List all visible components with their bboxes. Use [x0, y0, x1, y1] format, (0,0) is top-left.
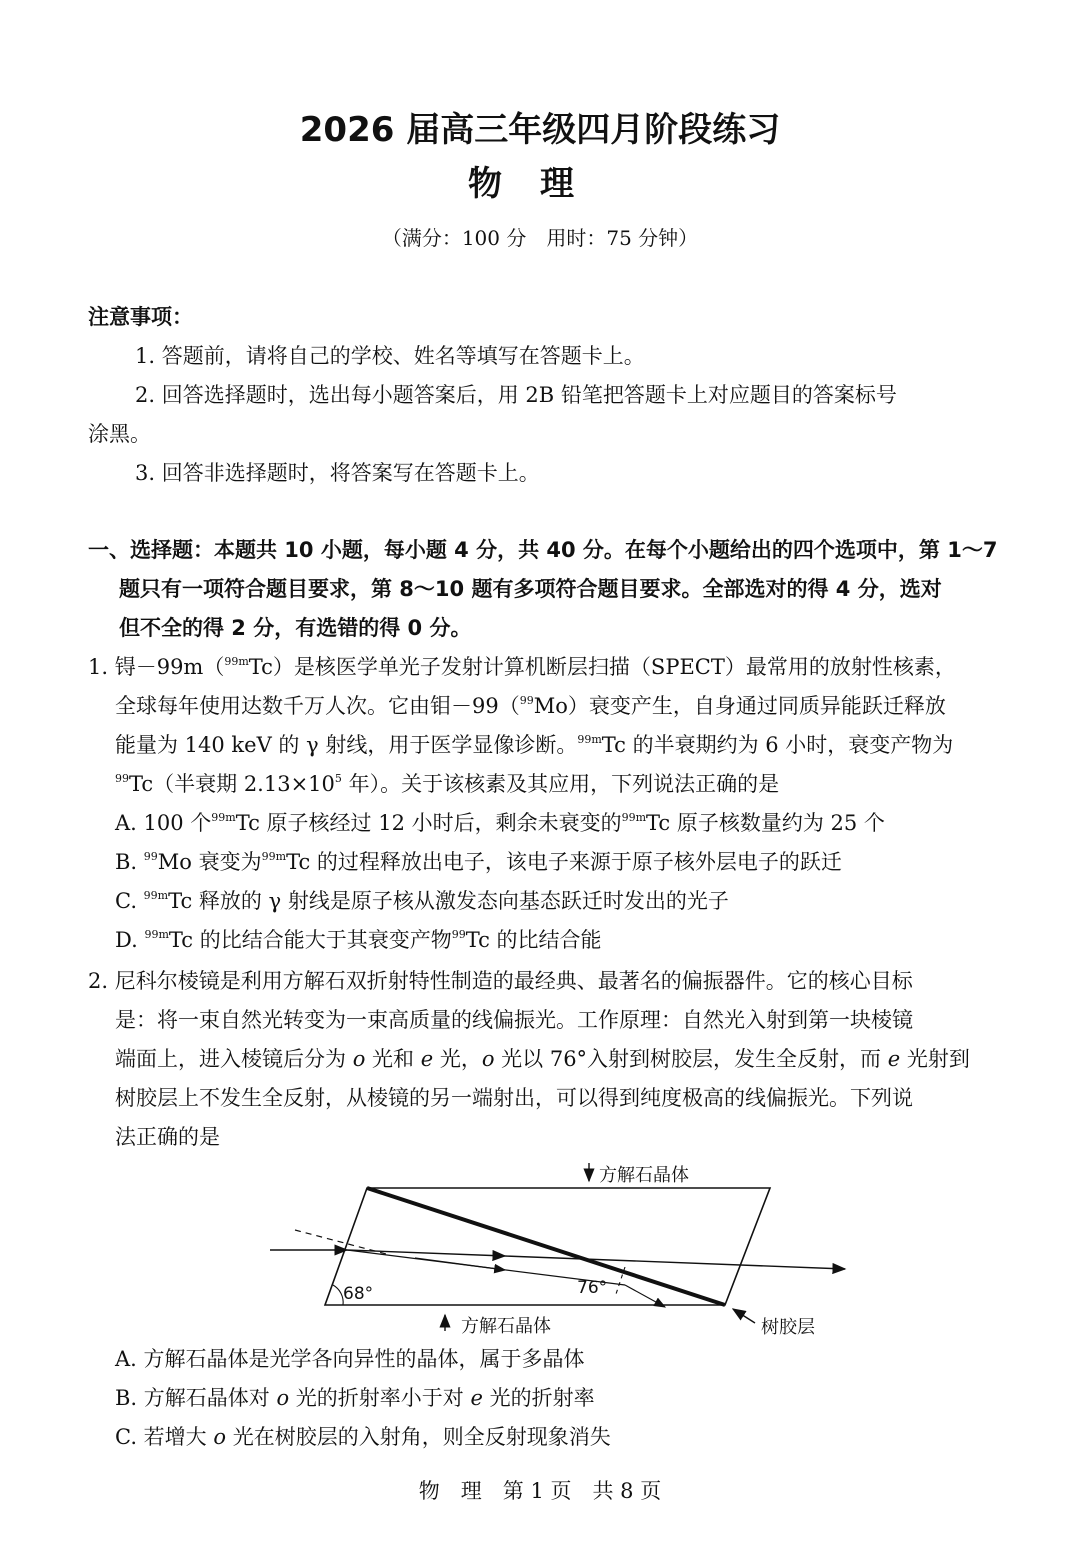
notice-item-1: 1. 答题前，请将自己的学校、姓名等填写在答题卡上。 — [135, 344, 645, 368]
label-bottom: 方解石晶体 — [461, 1316, 551, 1337]
q1-line-1: 1. 锝－99m（$^{99m}$Tc）是核医学单光子发射计算机断层扫描（SPECT）最常用的放射性核素， — [88, 655, 956, 679]
angle-left: 68° — [343, 1284, 374, 1304]
notice-item-2: 2. 回答选择题时，选出每小题答案后，用 2B 铅笔把答题卡上对应题目的答案标号 — [135, 383, 897, 407]
q2-line-4: 树胶层上不发生全反射，从棱镜的另一端射出，可以得到纯度极高的线偏振光。下列说 — [115, 1086, 913, 1110]
q1-option-c[interactable]: C. $^{99m}$Tc 释放的 γ 射线是原子核从激发态向基态跃迁时发出的光子 — [115, 889, 729, 913]
section1-line-3: 但不全的得 2 分，有选错的得 0 分。 — [119, 616, 472, 640]
q2-option-b[interactable]: B. 方解石晶体对 o 光的折射率小于对 e 光的折射率 — [115, 1386, 595, 1410]
notice-item-2-cont: 涂黑。 — [88, 422, 151, 446]
q1-line-3: 能量为 140 keV 的 γ 射线，用于医学显像诊断。$^{99m}$Tc 的半衰期约为 6 小时，衰变产物为 — [115, 733, 954, 757]
q2-line-3: 端面上，进入棱镜后分为 o 光和 e 光，o 光以 76°入射到树胶层，发生全反射，而 e 光射到 — [115, 1047, 970, 1071]
q1-line-4: $^{99}$Tc（半衰期 $2.13\times 10^5$ 年）。关于该核素及其应用，下列说法正确的是 — [115, 772, 780, 796]
o-ray-reflected — [625, 1285, 665, 1307]
notice-heading: 注意事项： — [88, 305, 193, 329]
resin-pointer — [733, 1309, 755, 1323]
q1-option-a[interactable]: A. 100 个$^{99m}$Tc 原子核经过 12 小时后，剩余未衰变的$^{99m}$Tc 原子核数量约为 25 个 — [115, 811, 885, 835]
subject-title: 物理 — [468, 164, 612, 204]
q2-line-1: 2. 尼科尔棱镜是利用方解石双折射特性制造的最经典、最著名的偏振器件。它的核心目标 — [88, 969, 913, 993]
q2-option-c[interactable]: C. 若增大 o 光在树胶层的入射角，则全反射现象消失 — [115, 1425, 611, 1449]
label-top: 方解石晶体 — [599, 1165, 689, 1186]
q1-option-d[interactable]: D. $^{99m}$Tc 的比结合能大于其衰变产物$^{99}$Tc 的比结合能 — [115, 928, 602, 952]
q2-line-2: 是：将一束自然光转变为一束高质量的线偏振光。工作原理：自然光入射到第一块棱镜 — [115, 1008, 913, 1032]
exam-meta: （满分：100 分 用时：75 分钟） — [381, 226, 699, 250]
q1-line-2: 全球每年使用达数千万人次。它由钼－99（$^{99}$Mo）衰变产生，自身通过同质异能跃迁释放 — [115, 694, 946, 718]
angle-mid: 76° — [577, 1278, 608, 1298]
angle-arc-left — [333, 1285, 343, 1305]
notice-item-3: 3. 回答非选择题时，将答案写在答题卡上。 — [135, 461, 540, 485]
section1-heading: 一、选择题：本题共 10 小题，每小题 4 分，共 40 分。在每个小题给出的四个选项中，第 1～7 — [88, 538, 998, 562]
nicol-prism-figure — [255, 1155, 855, 1340]
section1-line-2: 题只有一项符合题目要求，第 8～10 题有多项符合题目要求。全部选对的得 4 分，选对 — [119, 577, 942, 601]
exam-title: 2026 届高三年级四月阶段练习 — [299, 110, 781, 150]
resin-layer — [367, 1188, 725, 1305]
q1-option-b[interactable]: B. $^{99}$Mo 衰变为$^{99m}$Tc 的过程释放出电子，该电子来源于原子核外层电子的跃迁 — [115, 850, 842, 874]
page-footer: 物 理 第 1 页 共 8 页 — [418, 1479, 662, 1503]
label-resin: 树胶层 — [761, 1317, 815, 1338]
e-ray — [505, 1256, 845, 1269]
q2-line-5: 法正确的是 — [115, 1125, 220, 1149]
q2-option-a[interactable]: A. 方解石晶体是光学各向异性的晶体，属于多晶体 — [115, 1347, 585, 1371]
